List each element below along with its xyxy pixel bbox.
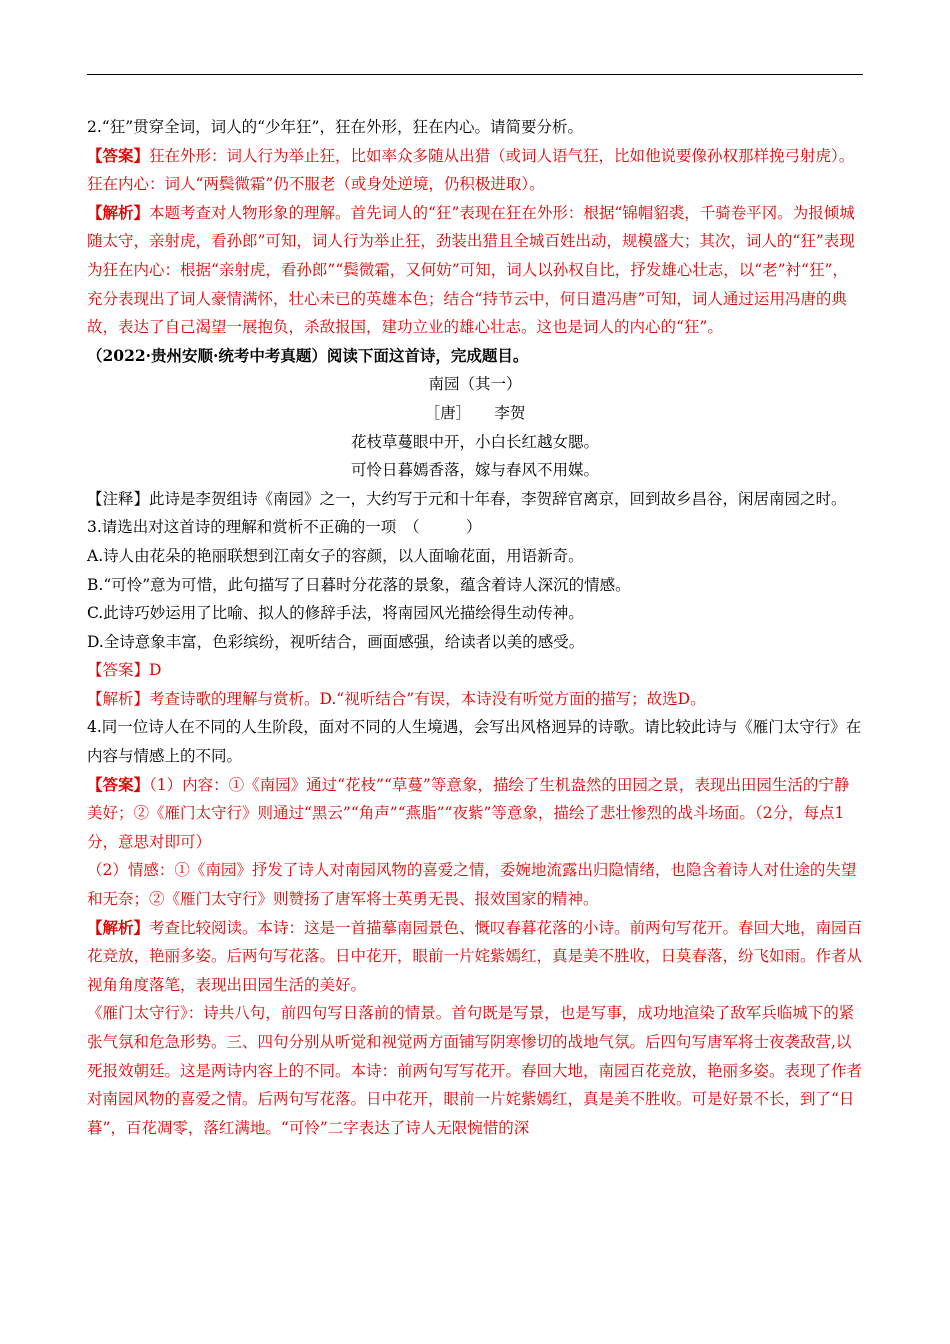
poem-line-1: 花枝草蔓眼中开，小白长红越女腮。 bbox=[350, 432, 599, 451]
analysis-4-part-1 bbox=[87, 914, 863, 1000]
header-rule bbox=[87, 74, 863, 75]
answer-4-text-1: （1）内容：①《南园》通过“花枝”“草蔓”等意象，描绘了生机盎然的田园之景，表现出田园生活的宁静美好；②《雁门太守行》则通过“黑云”“角声”“燕脂”“夜紫”等意象，描绘了悲壮惨烈的战斗场面。（2分，每点1分，意思对即可） bbox=[87, 775, 850, 851]
option-c: C.此诗巧妙运用了比喻、拟人的修辞手法，将南园风光描绘得生动传神。 bbox=[87, 604, 584, 623]
answer-2-text-1: 狂在外形：词人行为举止狂，比如率众多随从出猎（或词人语气狂，比如他说要像孙权那样挽弓射虎）。 bbox=[149, 146, 855, 165]
option-a: A.诗人由花朵的艳丽联想到江南女子的容颜，以人面喻花面，用语新奇。 bbox=[87, 546, 584, 565]
option-d: D.全诗意象丰富，色彩缤纷，视听结合，画面感强，给读者以美的感受。 bbox=[87, 632, 585, 651]
answer-2-line-1 bbox=[87, 142, 863, 171]
answer-3: 【答案】D bbox=[87, 661, 162, 680]
source-line: （2022·贵州安顺·统考中考真题）阅读下面这首诗，完成题目。 bbox=[87, 345, 529, 365]
analysis-3: 【解析】考查诗歌的理解与赏析。D.“视听结合”有误，本诗没有听觉方面的描写；故选D。 bbox=[87, 689, 706, 708]
poem-author: ［唐］ 李贺 bbox=[424, 403, 526, 422]
answer-tag: 【答案】 bbox=[87, 145, 150, 165]
document-body bbox=[87, 113, 863, 1142]
question-3: 3.请选出对这首诗的理解和赏析不正确的一项 （ ） bbox=[87, 518, 482, 537]
answer-2-line-2: 狂在内心：词人“两鬓微霜”仍不服老（或身处逆境，仍积极进取）。 bbox=[87, 175, 545, 194]
poem-title: 南园（其一） bbox=[428, 375, 522, 394]
analysis-4-part-2: 《雁门太守行》：诗共八句，前四句写日落前的情景。首句既是写景，也是写事，成功地渲染了敌军兵临城下的紧张气氛和危急形势。三、四句分别从听觉和视觉两方面铺写阴寒惨切的战地气氛。后四句写唐军将士夜袭敌营,以死报效朝廷。这是两诗内容上的不同。本诗：前两句写写花开。春回大地，南园百花竞放，艳丽多姿。表现了作者对南园风物的喜爱之情。后两句写花落。日中花开，眼前一片姹紫嫣红，真是美不胜收。可是好景不长，到了“日暮”，百花凋零，落红满地。“可怜”二字表达了诗人无限惋惜的深 bbox=[87, 1004, 863, 1137]
analysis-2-text: 本题考查对人物形象的理解。首先词人的“狂”表现在狂在外形：根据“锦帽貂裘，千骑卷平冈。为报倾城随太守，亲射虎，看孙郎”可知，词人行为举止狂，劲装出猎且全城百姓出动，规模盛大；其次，词人的“狂”表现为狂在内心：根据“亲射虎，看孙郎”“鬓微霜，又何妨”可知，词人以孙权自比，抒发雄心壮志，以“老”衬“狂”，充分表现出了词人豪情满怀，壮心未已的英雄本色；结合“持节云中，何日遣冯唐”可知，词人通过运用冯唐的典故，表达了自己渴望一展抱负，杀敌报国，建功立业的雄心壮志。这也是词人的内心的“狂”。 bbox=[87, 203, 855, 337]
analysis-tag: 【解析】 bbox=[87, 202, 150, 222]
answer-4-part-1 bbox=[87, 771, 863, 857]
poem-note: 【注释】此诗是李贺组诗《南园》之一，大约写于元和十年春，李贺辞官离京，回到故乡昌谷，闲居南园之时。 bbox=[87, 489, 847, 508]
question-4: 4.同一位诗人在不同的人生阶段，面对不同的人生境遇，会写出风格迥异的诗歌。请比较此诗与《雁门太守行》在内容与情感上的不同。 bbox=[87, 718, 862, 766]
analysis-tag: 【解析】 bbox=[87, 917, 150, 937]
poem-line-2: 可怜日暮嫣香落，嫁与春风不用媒。 bbox=[350, 461, 599, 480]
question-2: 2.“狂”贯穿全词，词人的“少年狂”，狂在外形，狂在内心。请简要分析。 bbox=[87, 118, 583, 136]
analysis-4-text-1: 考查比较阅读。本诗：这是一首描摹南园景色、慨叹春暮花落的小诗。前两句写花开。春回大地，南园百花竞放，艳丽多姿。后两句写花落。日中花开，眼前一片姹紫嫣红，真是美不胜收，日莫春落，纷飞如雨。作者从视角角度落笔，表现出田园生活的美好。 bbox=[87, 918, 863, 994]
analysis-2 bbox=[87, 199, 863, 342]
answer-tag: 【答案】 bbox=[87, 774, 150, 794]
option-b: B.“可怜”意为可惜，此句描写了日暮时分花落的景象，蕴含着诗人深沉的情感。 bbox=[87, 575, 631, 594]
answer-4-part-2: （2）情感：①《南园》抒发了诗人对南园风物的喜爱之情，委婉地流露出归隐情绪，也隐含着诗人对仕途的失望和无奈；②《雁门太守行》则赞扬了唐军将士英勇无畏、报效国家的精神。 bbox=[87, 861, 857, 909]
